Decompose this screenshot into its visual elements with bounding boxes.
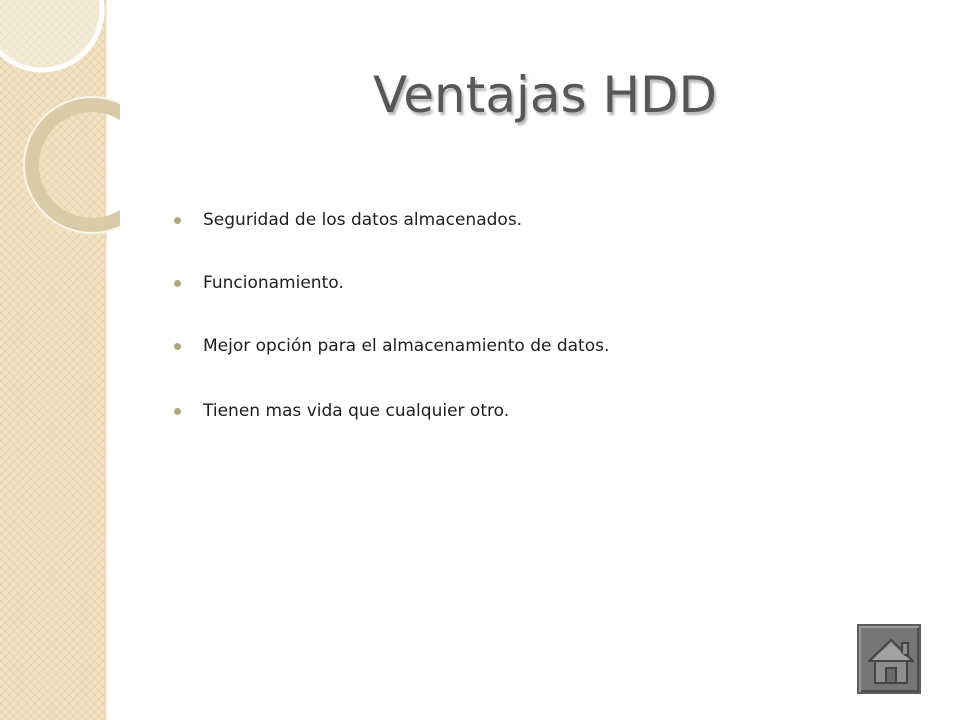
decorative-circle-large	[0, 0, 102, 70]
bullet-text: Mejor opción para el almacenamiento de datos.	[203, 336, 610, 356]
home-button[interactable]	[857, 624, 921, 694]
bullet-text: Tienen mas vida que cualquier otro.	[203, 401, 510, 421]
bullet-item	[172, 329, 872, 363]
home-icon	[865, 634, 917, 688]
bullet-icon	[174, 343, 181, 350]
bullet-item	[172, 266, 872, 300]
bullet-item	[172, 394, 872, 428]
bullet-icon	[174, 217, 181, 224]
bullet-text: Seguridad de los datos almacenados.	[203, 210, 523, 230]
bullet-list	[172, 203, 872, 428]
bullet-item	[172, 203, 872, 237]
bullet-icon	[174, 280, 181, 287]
slide-title: Ventajas HDD	[372, 66, 718, 124]
decorative-circle-ring	[32, 105, 120, 225]
bullet-text: Funcionamiento.	[203, 273, 344, 293]
decorative-circles	[0, 0, 120, 240]
bullet-icon	[174, 408, 181, 415]
